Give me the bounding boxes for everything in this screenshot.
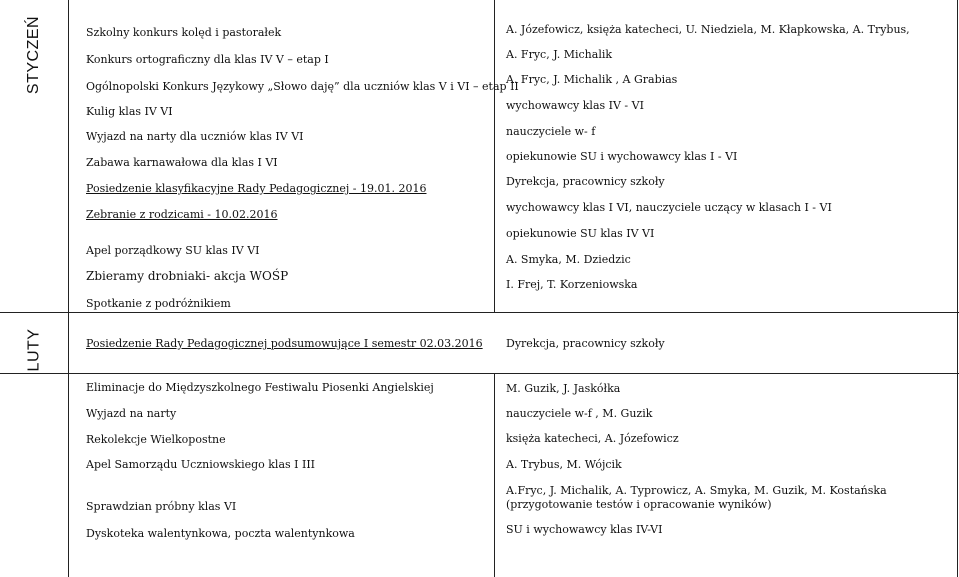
- responsible-item: nauczyciele w-f , M. Guzik: [506, 407, 653, 420]
- event-item: Sprawdzian próbny klas VI: [86, 500, 237, 513]
- event-item: Ogólnopolski Konkurs Językowy „Słowo daję” dla uczniów klas V i VI – etap II: [86, 80, 519, 93]
- event-item: Wyjazd na narty dla uczniów klas IV VI: [86, 130, 304, 143]
- responsible-item: I. Frej, T. Korzeniowska: [506, 278, 638, 291]
- responsible-item: opiekunowie SU i wychowawcy klas I - VI: [506, 150, 738, 163]
- event-item: Kulig klas IV VI: [86, 105, 173, 118]
- event-item: Apel Samorządu Uczniowskiego klas I III: [86, 458, 316, 471]
- column-divider: [494, 0, 495, 312]
- month-label-february: LUTY: [25, 328, 42, 372]
- responsible-item: Dyrekcja, pracownicy szkoły: [506, 175, 665, 188]
- event-item: Apel porządkowy SU klas IV VI: [86, 244, 260, 257]
- responsible-item: A. Fryc, J. Michalik , A Grabias: [506, 73, 678, 86]
- responsible-item: wychowawcy klas IV - VI: [506, 99, 644, 112]
- responsible-item: opiekunowie SU klas IV VI: [506, 227, 655, 240]
- responsible-item: A. Fryc, J. Michalik: [506, 48, 613, 61]
- responsible-item: nauczyciele w- f: [506, 125, 596, 138]
- responsible-item: księża katecheci, A. Józefowicz: [506, 432, 679, 445]
- event-item: Spotkanie z podróżnikiem: [86, 297, 231, 310]
- responsible-item: wychowawcy klas I VI, nauczyciele uczący w klasach I - VI: [506, 201, 832, 214]
- row-divider: [0, 373, 959, 374]
- event-item: Zabawa karnawałowa dla klas I VI: [86, 156, 278, 169]
- event-item: Eliminacje do Międzyszkolnego Festiwalu Piosenki Angielskiej: [86, 381, 434, 394]
- responsible-item: A. Smyka, M. Dziedzic: [506, 253, 631, 266]
- event-item: Zbieramy drobniaki- akcja WOŚP: [86, 269, 289, 283]
- event-item: Konkurs ortograficzny dla klas IV V – etap I: [86, 53, 329, 66]
- event-item: Posiedzenie Rady Pedagogicznej podsumowujące I semestr 02.03.2016: [86, 337, 483, 350]
- responsible-item: A.Fryc, J. Michalik, A. Typrowicz, A. Smyka, M. Guzik, M. Kostańska (przygotowanie testów i opracowanie wyników): [506, 484, 887, 511]
- event-item: Wyjazd na narty: [86, 407, 177, 420]
- event-item: Szkolny konkurs kolęd i pastorałek: [86, 26, 282, 39]
- responsible-item: Dyrekcja, pracownicy szkoły: [506, 337, 665, 350]
- event-item: Dyskoteka walentynkowa, poczta walentynkowa: [86, 527, 355, 540]
- column-divider: [68, 0, 69, 577]
- event-item: Posiedzenie klasyfikacyjne Rady Pedagogicznej - 19.01. 2016: [86, 182, 427, 195]
- month-label-january: STYCZEŃ: [25, 15, 43, 95]
- right-border: [957, 0, 958, 577]
- responsible-item: A. Józefowicz, księża katecheci, U. Niedziela, M. Kłapkowska, A. Trybus,: [506, 23, 910, 36]
- responsible-item: M. Guzik, J. Jaskółka: [506, 382, 621, 395]
- row-divider: [0, 312, 959, 313]
- event-item: Rekolekcje Wielkopostne: [86, 433, 226, 446]
- responsible-item: SU i wychowawcy klas IV-VI: [506, 523, 663, 536]
- responsible-item: A. Trybus, M. Wójcik: [506, 458, 622, 471]
- column-divider: [494, 373, 495, 577]
- event-item: Zebranie z rodzicami - 10.02.2016: [86, 208, 278, 221]
